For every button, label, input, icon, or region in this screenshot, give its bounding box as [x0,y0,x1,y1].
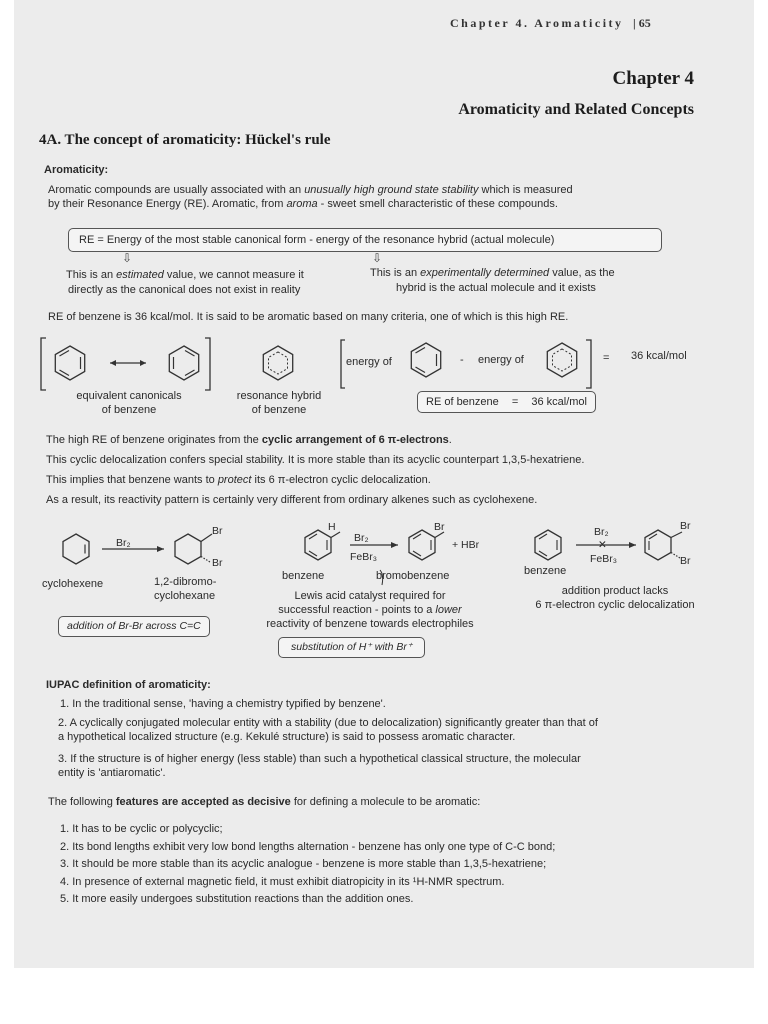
estimated-note-line1 [66,268,304,282]
benzene-kekule-structure [169,346,198,380]
benzene-kekule-structure [55,346,84,380]
aromaticity-para-line2 [48,197,558,211]
text-span: for defining a molecule to be aromatic: [290,796,481,808]
iupac-item-1: 1. In the traditional sense, 'having a chemistry typified by benzene'. [60,698,386,710]
features-list [60,821,555,909]
benzene-hybrid-structure [547,343,576,377]
para2-line3 [46,473,431,487]
benzene-structure [535,530,561,560]
emphasis-text: experimentally determined [420,267,550,279]
bromobenzene-label: bromobenzene [376,570,450,582]
text-span: by their Resonance Energy (RE). Aromatic, from [48,198,287,210]
section-heading: 4A. The concept of aromaticity: Hückel's rule [39,132,331,148]
dibromocyclohexane-label [154,575,216,603]
h-substituent: H [328,521,336,533]
caption-line: of benzene [251,404,307,416]
benzene-label: benzene [524,565,567,577]
substitution-box: substitution of H⁺ with Br⁺ [278,637,425,658]
dibromocyclohexane-structure [175,534,212,564]
re-value: 36 kcal/mol [631,350,687,362]
cyclohexene-label: cyclohexene [42,578,104,590]
note-line: Lewis acid catalyst required for [294,590,446,602]
benzene-label: benzene [282,570,325,582]
para2-line4: As a result, its reactivity pattern is certainly very different from ordinary alkenes such as cyclohexene. [46,494,538,506]
book-page [14,0,754,968]
br-substituent: Br [212,525,223,537]
aromaticity-para-line1 [48,183,573,197]
br-substituent: Br [680,520,691,532]
item-line: entity is 'antiaromatic'. [58,767,166,779]
text-span: The following [48,796,116,808]
equals-sign: = [511,396,519,408]
emphasis-text: protect [217,474,252,486]
chapter-heading: Chapter 4 [612,68,694,89]
caption-line: equivalent canonicals [76,390,182,402]
chapter-title: Aromaticity and Related Concepts [458,101,694,118]
bracket-right [586,340,591,388]
box-value: 36 kcal/mol [531,396,587,408]
iupac-item-2 [58,716,598,744]
bold-text: features are accepted as decisive [115,796,291,808]
text-span: value, as the [549,267,615,279]
arrowhead [391,542,398,548]
reaction-scheme [14,515,754,595]
text-span: - sweet smell characteristic of these compounds. [317,198,558,210]
text-span: . [448,434,452,446]
cyclohexene-structure [63,534,89,564]
list-item: 2. Its bond lengths exhibit very low bond lengths alternation - benzene has only one type of C-C bond; [60,840,556,853]
estimated-note-line2: directly as the canonical does not exist in reality [68,284,301,296]
label-line: cyclohexane [154,590,216,602]
equals-sign: = [603,352,610,364]
item-line: 2. A cyclically conjugated molecular entity with a stability (due to delocalization) significantly greater than that of [58,717,598,729]
text-span: This is an [66,269,117,281]
canonicals-caption [54,389,204,417]
emphasis-text: estimated [116,269,164,281]
resonance-arrow-icon [110,360,146,366]
arrowhead [157,546,164,552]
running-head [450,16,651,31]
arrowhead [629,542,636,548]
list-item: 3. It should be more stable than its acyclic analogue - benzene is more stable than 1,3,5-hexatriene; [60,858,547,870]
catalyst-febr3: FeBr₃ [350,551,378,563]
list-item: 1. It has to be cyclic or polycyclic; [60,823,223,835]
item-line: a hypothetical localized structure (e.g. Kekulé structure) is said to possess aromatic character. [58,731,516,743]
note-line: 6 π-electron cyclic delocalization [535,599,695,611]
bracket-left [341,340,345,388]
emphasis-text: lower [435,604,462,616]
iupac-item-3 [58,752,581,780]
down-arrow-icon: ⇩ [372,251,383,265]
catalyst-febr3: FeBr₃ [590,553,618,565]
caption-line: of benzene [101,404,157,416]
bold-text: cyclic arrangement of 6 π-electrons [261,434,449,446]
running-head-text: Chapter 4. Aromaticity [450,16,624,30]
para2-line2: This cyclic delocalization confers special stability. It is more stable than its acyclic counterpart 1,3,5-hexatriene. [46,454,585,466]
label-line: 1,2-dibromo- [154,576,217,588]
re-benzene-statement: RE of benzene is 36 kcal/mol. It is said to be aromatic based on many criteria, one of which is this high RE. [48,311,569,323]
list-item: 5. It more easily undergoes substitution reactions than the addition ones. [60,893,414,905]
re-definition-box: RE = Energy of the most stable canonical form - energy of the resonance hybrid (actual molecule) [68,228,662,252]
text-span: its 6 π-electron cyclic delocalization. [251,474,431,486]
text-span: Aromatic compounds are usually associated with an [48,184,305,196]
no-reaction-cross-icon: ✕ [598,539,607,551]
bromobenzene-structure [409,530,444,560]
benzene-structure [305,530,340,560]
text-span: value, we cannot measure it [163,269,304,281]
list-item: 4. In presence of external magnetic field, it must exhibit diatropicity in its ¹H-NMR spectrum. [60,875,505,888]
iupac-label: IUPAC definition of aromaticity: [46,679,211,691]
reagent-br2: Br₂ [354,532,369,544]
addition-product-structure [645,530,682,560]
hybrid-caption [214,389,344,417]
emphasis-text: unusually high ground state stability [304,184,479,196]
box-label: RE of benzene [426,396,499,408]
aromaticity-label: Aromaticity: [44,164,109,176]
text-span: This is an [370,267,421,279]
note-line: reactivity of benzene towards electrophiles [266,618,474,630]
para2-line1 [46,433,452,447]
br-substituent: Br [212,557,223,569]
page-number: | 65 [633,16,651,30]
experimental-note-line2: hybrid is the actual molecule and it exists [396,282,596,294]
benzene-hybrid-structure [263,346,292,380]
re-benzene-box [417,391,596,413]
addition-box: addition of Br-Br across C=C [58,616,210,637]
text-span: This implies that benzene wants to [46,474,218,486]
item-line: 3. If the structure is of higher energy (less stable) than such a hypothetical classical structure, the molecular [58,753,581,765]
br-substituent: Br [434,521,445,533]
hbr-byproduct: + HBr [452,539,480,551]
text-span: The high RE of benzene originates from the [46,434,262,446]
lewis-acid-note [250,589,490,631]
benzene-kekule-structure [411,343,440,377]
reagent-br2: Br₂ [594,526,609,538]
down-arrow-icon: ⇩ [122,251,133,265]
minus-sign: - [460,354,464,366]
note-line: addition product lacks [561,585,669,597]
text-span: successful reaction - points to a [278,604,436,616]
emphasis-text: aroma [286,198,318,210]
text-span: which is measured [478,184,573,196]
bracket-right [205,338,210,390]
energy-of-label: energy of [478,354,524,366]
features-intro [48,795,480,809]
caption-line: resonance hybrid [236,390,322,402]
experimental-note-line1 [370,266,615,280]
addition-product-note [510,584,720,612]
bracket-left [41,338,46,390]
br-substituent: Br [680,555,691,567]
reagent-br2: Br₂ [116,537,131,549]
energy-of-label: energy of [346,356,392,368]
